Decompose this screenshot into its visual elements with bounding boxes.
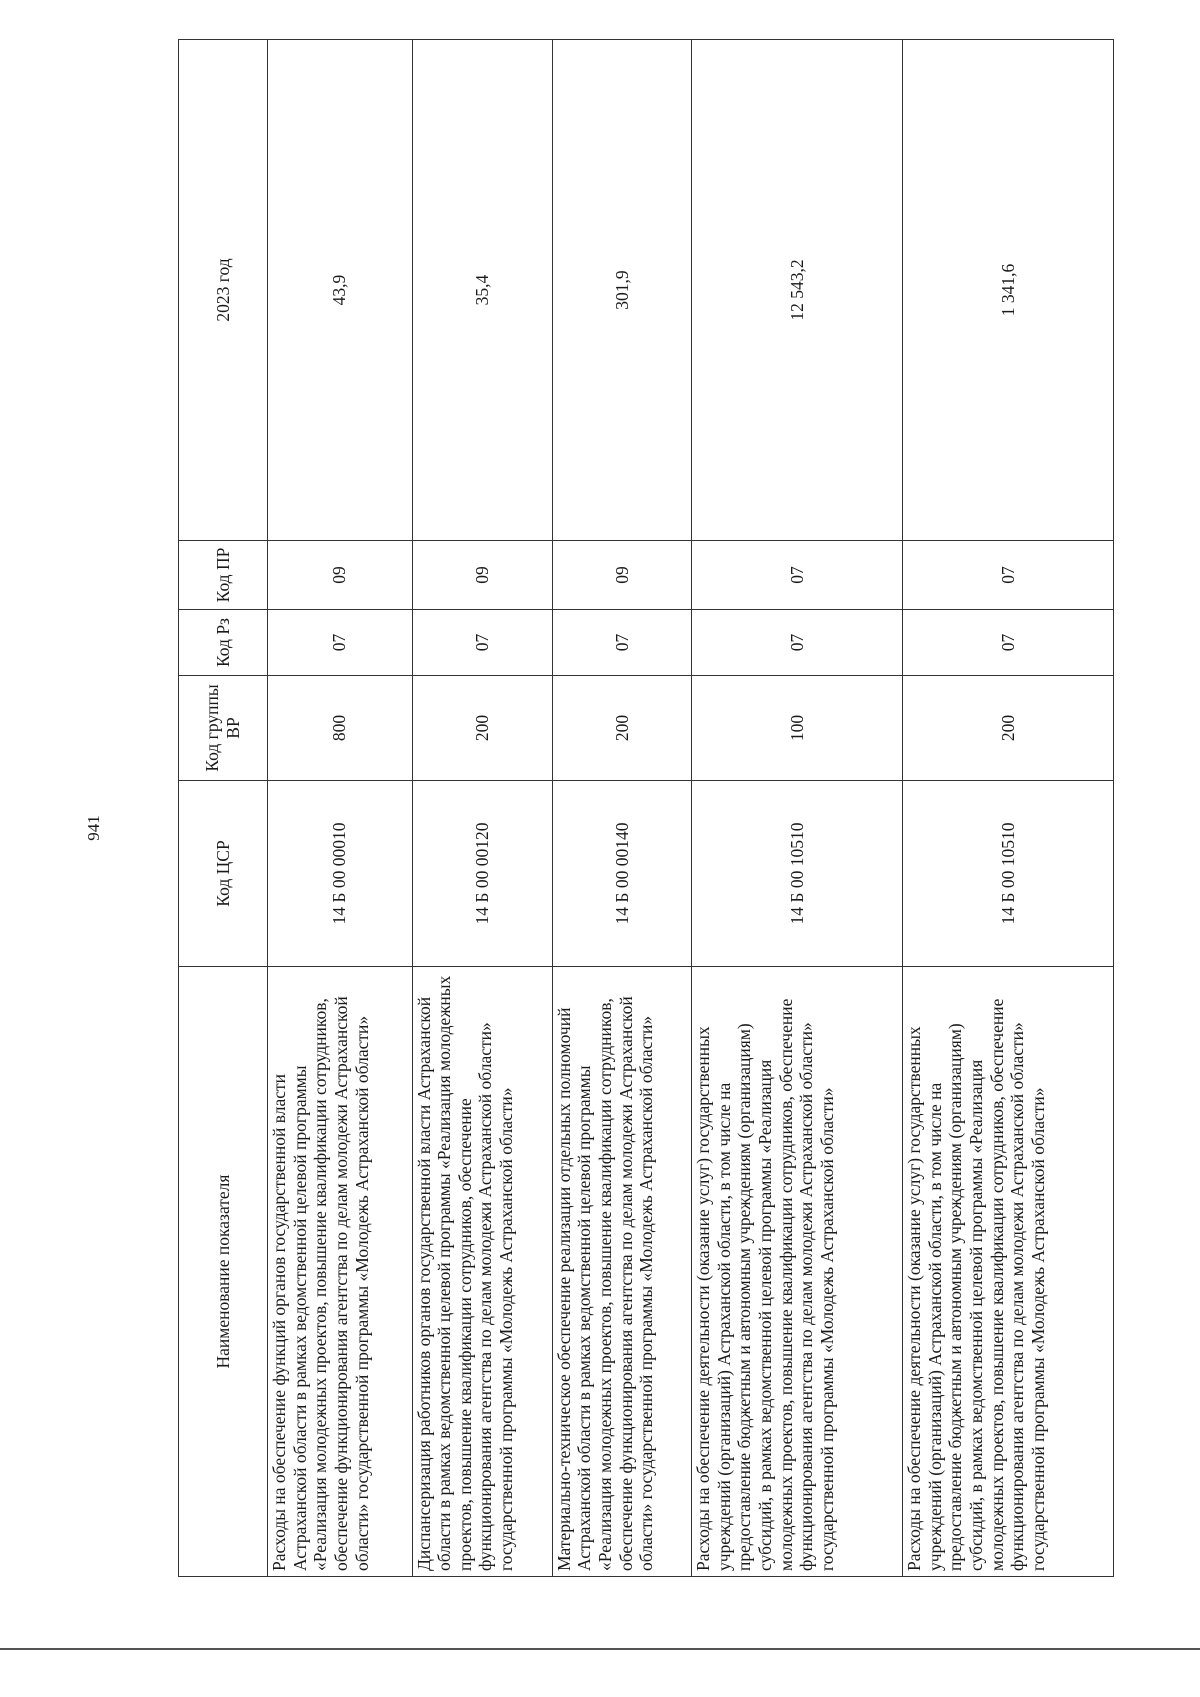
row-name: Расходы на обеспечение деятельности (оказание услуг) государственных учреждений (организаций) Астраханской области, в том числе на предоставление бюджетным и автономным учреждениям (организациям) субсидий, в рамках ведомственной целевой программы «Реализация молодежных проектов, повышение квалификации сотрудников, обеспечение функционирования агентства по делам молодежи Астраханской области» государственной программы «Молодежь Астраханской области» <box>692 967 903 1577</box>
row-vr: 200 <box>412 676 552 781</box>
header-csr: Код ЦСР <box>179 781 268 967</box>
row-rz: 07 <box>412 610 552 676</box>
row-vr: 100 <box>692 676 903 781</box>
row-pr: 09 <box>552 541 691 610</box>
row-csr: 14 Б 00 00120 <box>412 781 552 967</box>
row-name: Материально-техническое обеспечение реализации отдельных полномочий Астраханской области в рамках ведомственной целевой программы «Реализация молодежных проектов, повышение квалификации сотрудников, обеспечение функционирования агентства по делам молодежи Астраханской области» государственной программы «Молодежь Астраханской области» <box>552 967 691 1577</box>
row-rz: 07 <box>692 610 903 676</box>
row-pr: 09 <box>412 541 552 610</box>
row-vr: 200 <box>552 676 691 781</box>
row-rz: 07 <box>552 610 691 676</box>
row-2023: 301,9 <box>552 40 691 541</box>
rotated-table-container <box>178 40 1114 1577</box>
row-csr: 14 Б 00 00010 <box>268 781 413 967</box>
row-csr: 14 Б 00 10510 <box>692 781 903 967</box>
row-pr: 07 <box>903 541 1114 610</box>
row-name: Расходы на обеспечение деятельности (оказание услуг) государственных учреждений (организаций) Астраханской области, в том числе на предоставление бюджетным и автономным учреждениям (организациям) субсидий, в рамках ведомственной целевой программы «Реализация молодежных проектов, повышение квалификации сотрудников, обеспечение функционирования агентства по делам молодежи Астраханской области» государственной программы «Молодежь Астраханской области» <box>903 967 1114 1577</box>
table-row <box>552 40 691 1577</box>
row-rz: 07 <box>903 610 1114 676</box>
row-pr: 09 <box>268 541 413 610</box>
row-2023: 35,4 <box>412 40 552 541</box>
header-pr: Код ПР <box>179 541 268 610</box>
row-2023: 1 341,6 <box>903 40 1114 541</box>
row-rz: 07 <box>268 610 413 676</box>
page-number: 941 <box>84 815 103 841</box>
row-2023: 12 543,2 <box>692 40 903 541</box>
row-vr: 200 <box>903 676 1114 781</box>
table-row <box>692 40 903 1577</box>
table-row <box>268 40 413 1577</box>
row-pr: 07 <box>692 541 903 610</box>
header-rz: Код Рз <box>179 610 268 676</box>
table-row <box>903 40 1114 1577</box>
budget-table <box>178 39 1114 1577</box>
header-2023: 2023 год <box>179 40 268 541</box>
row-vr: 800 <box>268 676 413 781</box>
bottom-rule <box>0 1648 1200 1650</box>
row-name: Диспансеризация работников органов государственной власти Астраханской области в рамках ведомственной целевой программы «Реализация молодежных проектов, повышение квалификации сотрудников, обеспечение функционирования агентства по делам молодежи Астраханской области» государственной программы «Молодежь Астраханской области» <box>412 967 552 1577</box>
row-2023: 43,9 <box>268 40 413 541</box>
header-name: Наименование показателя <box>179 967 268 1577</box>
table-row <box>412 40 552 1577</box>
header-vr: Код группы ВР <box>179 676 268 781</box>
table-header-row <box>179 40 268 1577</box>
row-csr: 14 Б 00 10510 <box>903 781 1114 967</box>
row-csr: 14 Б 00 00140 <box>552 781 691 967</box>
row-name: Расходы на обеспечение функций органов государственной власти Астраханской области в рамках ведомственной целевой программы «Реализация молодежных проектов, повышение квалификации сотрудников, обеспечение функционирования агентства по делам молодежи Астраханской области» государственной программы «Молодежь Астраханской области» <box>268 967 413 1577</box>
